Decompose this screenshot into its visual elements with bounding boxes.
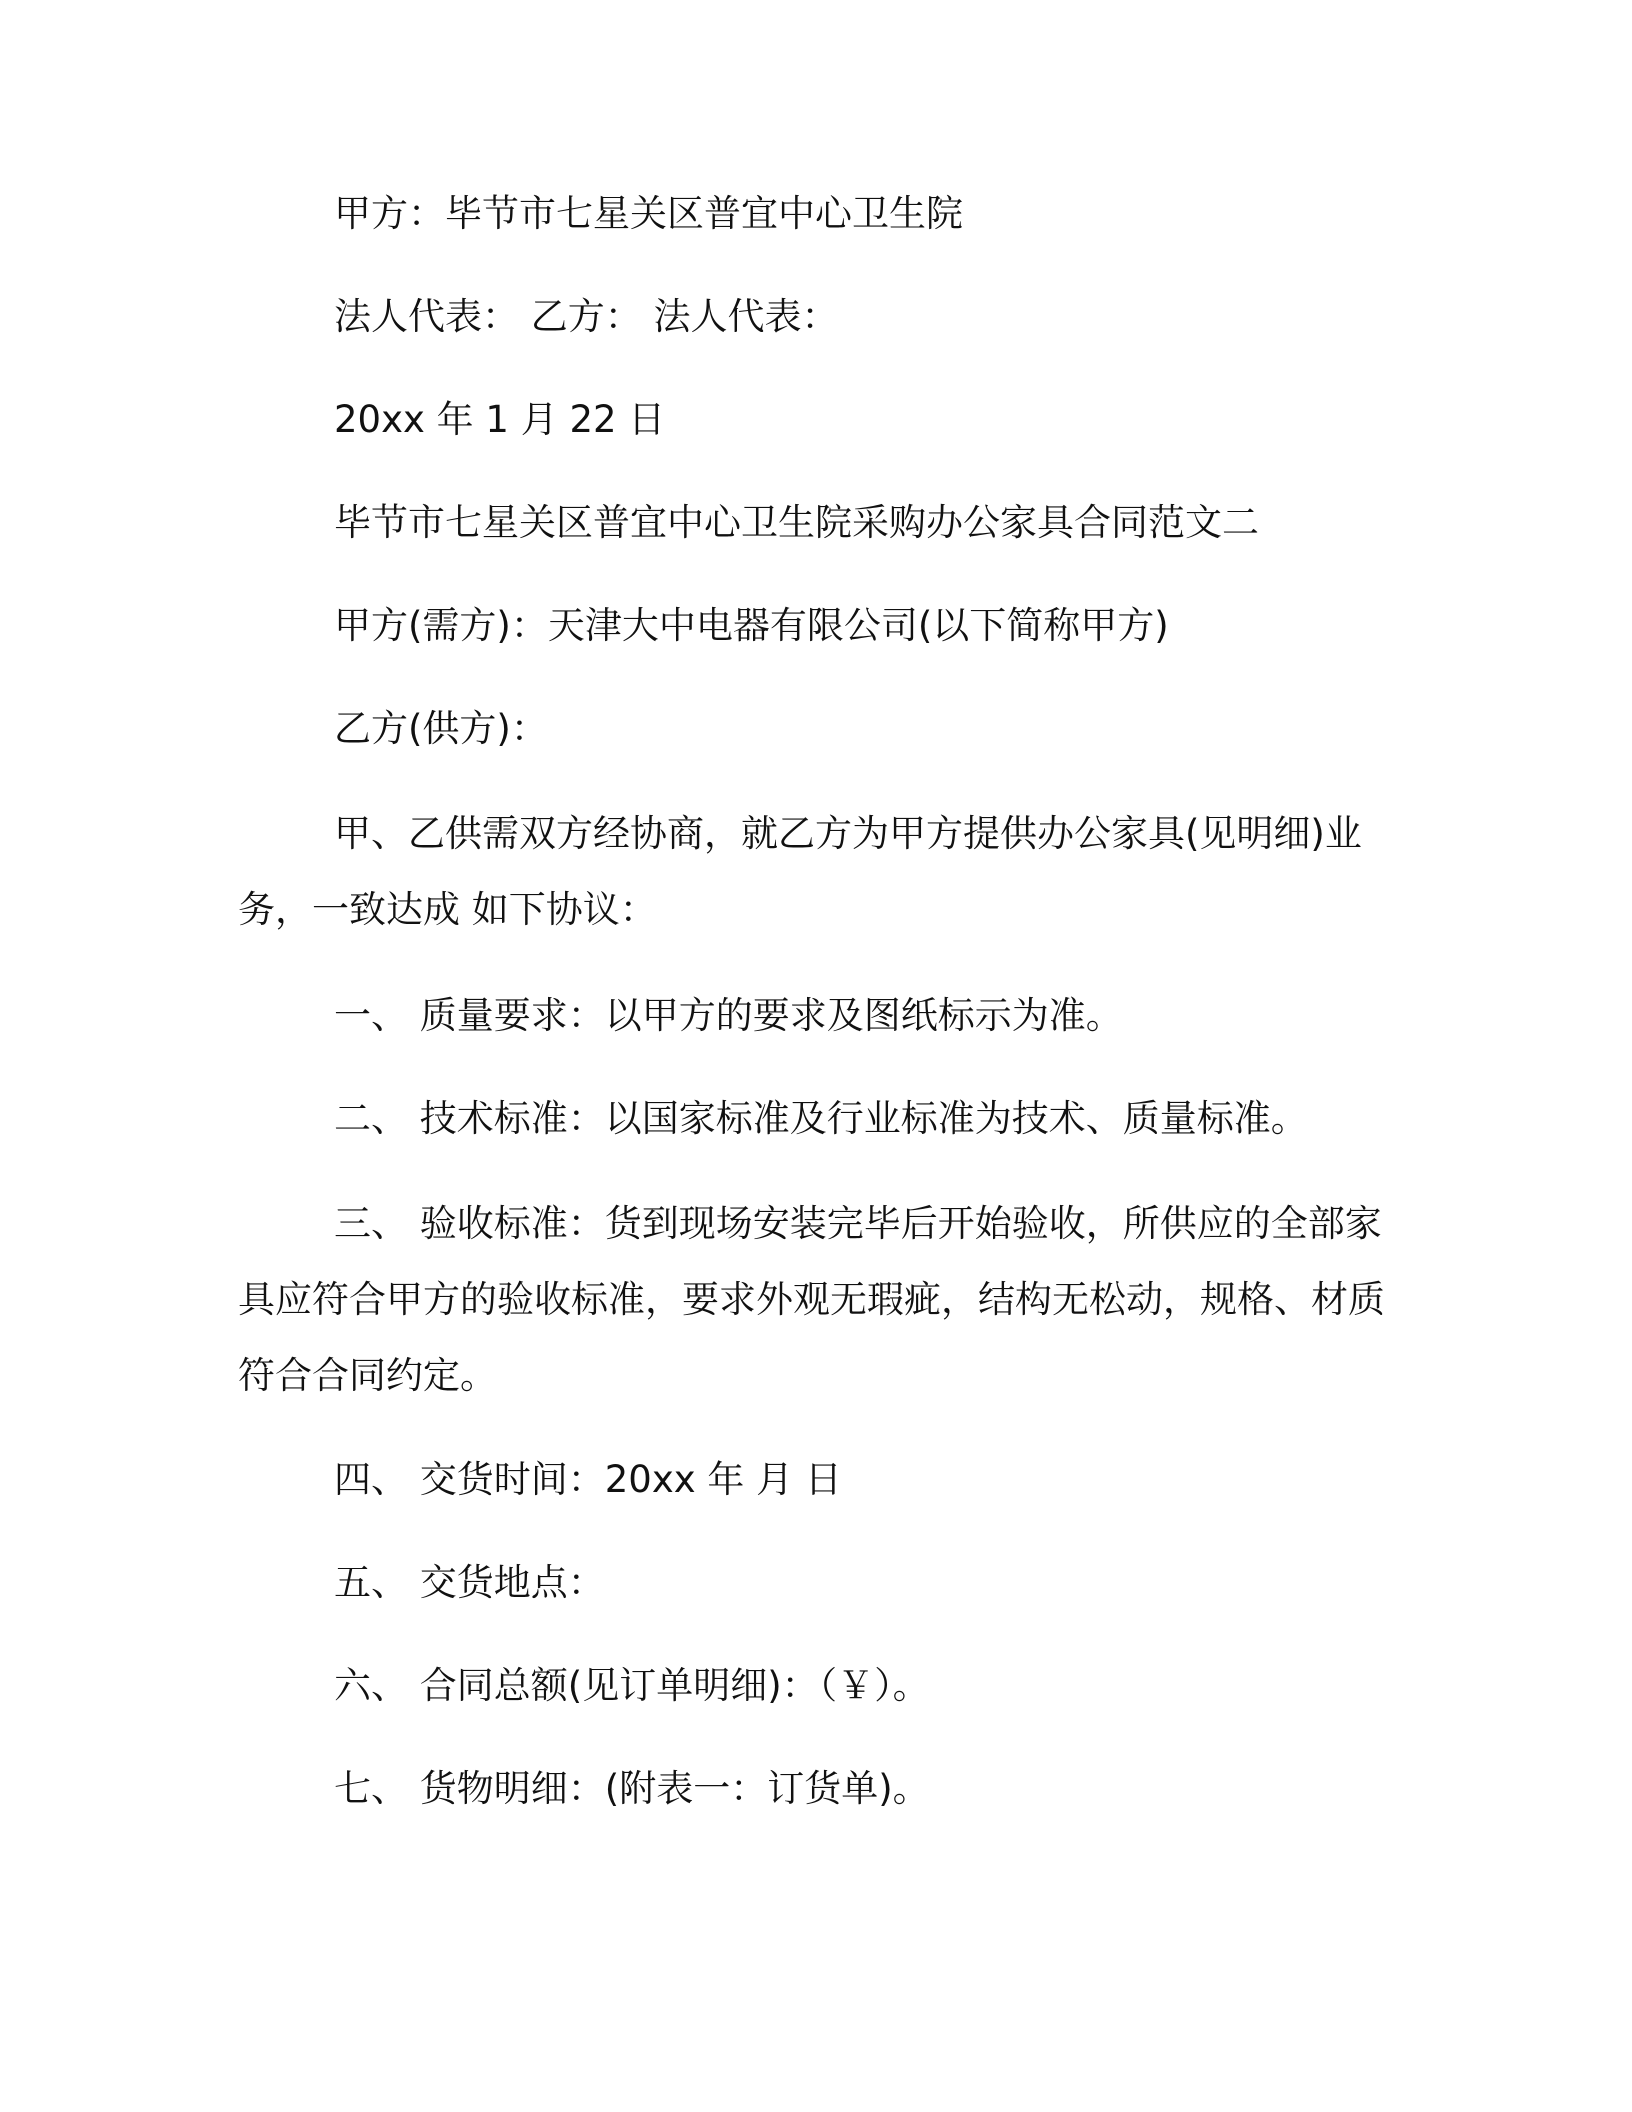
legal-rep-line: 法人代表： 乙方： 法人代表： bbox=[334, 295, 839, 338]
party-a-line: 甲方：毕节市七星关区普宜中心卫生院 bbox=[334, 192, 963, 235]
clause-acceptance: 三、 验收标准：货到现场安装完毕后开始验收，所供应的全部家具应符合甲方的验收标准，要求外观无瑕疵，结构无松动，规格、材质符合合同约定。 bbox=[238, 1202, 1385, 1397]
buyer-line: 甲方(需方)：天津大中电器有限公司(以下简称甲方) bbox=[334, 604, 1169, 647]
clause-delivery-place: 五、 交货地点： bbox=[334, 1561, 605, 1604]
agreement-paragraph: 甲、乙供需双方经协商，就乙方为甲方提供办公家具(见明细)业务，一致达成 如下协议： bbox=[238, 812, 1362, 931]
date-line: 20xx 年 1 月 22 日 bbox=[334, 398, 666, 441]
clause-technical: 二、 技术标准：以国家标准及行业标准为技术、质量标准。 bbox=[334, 1097, 1308, 1140]
clause-delivery-time: 四、 交货时间：20xx 年 月 日 bbox=[334, 1458, 842, 1501]
supplier-line: 乙方(供方)： bbox=[334, 707, 548, 750]
clause-quality: 一、 质量要求：以甲方的要求及图纸标示为准。 bbox=[334, 994, 1123, 1037]
contract-title: 毕节市七星关区普宜中心卫生院采购办公家具合同范文二 bbox=[334, 501, 1259, 544]
clause-goods-detail: 七、 货物明细：(附表一：订货单)。 bbox=[334, 1767, 930, 1810]
clause-contract-total: 六、 合同总额(见订单明细)：（￥）。 bbox=[334, 1664, 930, 1707]
